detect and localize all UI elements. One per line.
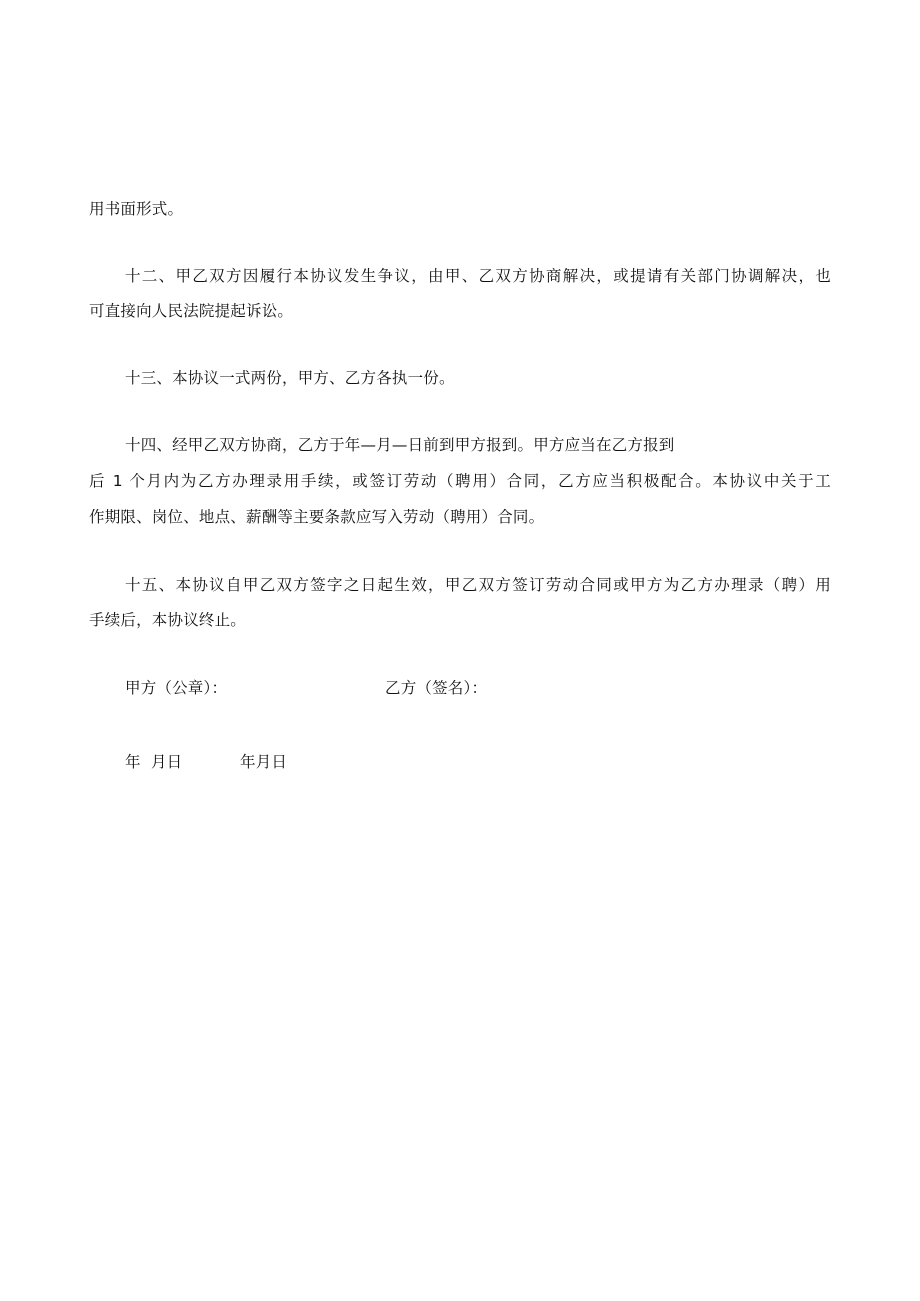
clause-14-line-3: 作期限、岗位、地点、薪酬等主要条款应写入劳动（聘用）合同。 [89,508,545,526]
clause-12-line-1: 十二、甲乙双方因履行本协议发生争议，由甲、乙双方协商解决，或提请有关部门协调解决，也 [125,267,831,285]
clause-15-line-1: 十五、本协议自甲乙双方签字之日起生效，甲乙双方签订劳动合同或甲方为乙方办理录（聘）用 [125,576,831,594]
clause-13: 十三、本协议一式两份，甲方、乙方各执一份。 [125,369,455,387]
party-b-date: 年月日 [240,753,288,771]
text-line: 用书面形式。 [89,200,184,218]
party-a-date: 年 月日 [125,753,183,771]
clause-14-line-1: 十四、经甲乙双方协商，乙方于年—月—日前到甲方报到。甲方应当在乙方报到 [125,436,675,454]
party-b-signature-label: 乙方（签名）： [385,679,488,697]
clause-15-line-2: 手续后，本协议终止。 [89,611,247,629]
clause-12-line-2: 可直接向人民法院提起诉讼。 [89,302,294,320]
party-a-signature-label: 甲方（公章）： [125,679,228,697]
clause-14-line-2: 后 1 个月内为乙方办理录用手续，或签订劳动（聘用）合同，乙方应当积极配合。本协议中关于工 [89,472,831,490]
